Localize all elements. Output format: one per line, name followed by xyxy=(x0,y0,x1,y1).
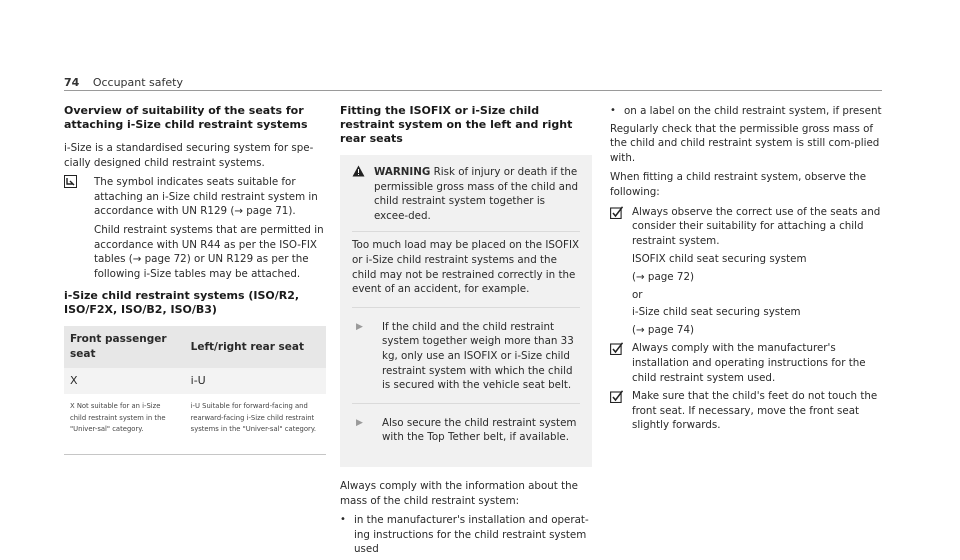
table-header-rear: Left/right rear seat xyxy=(185,326,326,367)
check-item xyxy=(610,341,882,385)
warning-label: WARNING xyxy=(374,166,431,178)
table-cell-rear: i-U xyxy=(185,368,326,395)
warning-box xyxy=(340,155,592,467)
column-middle xyxy=(340,104,592,560)
check-item xyxy=(610,389,882,433)
suitability-table xyxy=(64,326,326,454)
bullet-text: on a label on the child restraint system, if present xyxy=(624,105,882,117)
step-arrow-icon: ▶ xyxy=(356,417,363,428)
checkbox-icon xyxy=(610,341,632,360)
step-arrow-icon: ▶ xyxy=(356,321,363,332)
ref-line: i-Size child seat securing system xyxy=(632,306,801,319)
ref-line: or xyxy=(632,288,643,301)
step-text: If the child and the child restraint system together weigh more than 33 kg, only use an ISOFIX or i-Size child restraint system with which the child is secured with the vehicle seat belt. xyxy=(382,320,574,392)
list-item xyxy=(610,104,882,119)
warning-triangle-icon xyxy=(352,165,374,180)
isize-table-heading: i-Size child restraint systems (ISO/R2, ISO/F2X, ISO/B2, ISO/B3) xyxy=(64,289,300,317)
column-right xyxy=(610,104,882,437)
page-number: 74 xyxy=(64,76,80,89)
step-text: Also secure the child restraint system with the Top Tether belt, if available. xyxy=(382,416,577,444)
checkbox-icon xyxy=(610,389,632,408)
isize-symbol-text: The symbol indicates seats suitable for attaching an i-Size child restraint system in accordance with UN R129 (→ page 71). xyxy=(94,176,318,218)
gross-mass-text: Regularly check that the permissible gross mass of the child and child restraint system is still com-plied with. xyxy=(610,122,880,164)
ref-line: ISOFIX child seat securing system xyxy=(632,253,807,266)
table-note-x: X Not suitable for an i-Size child restraint system in the "Univer-sal" category. xyxy=(70,402,166,434)
table-header-front: Front passenger seat xyxy=(64,326,185,367)
isize-symbol-row xyxy=(64,175,326,219)
check-item xyxy=(610,205,882,249)
header-divider xyxy=(64,90,882,91)
table-note-iu: i-U Suitable for forward-facing and rearward-facing i-Size child restraint systems in the "Univer-sal" category. xyxy=(190,402,317,434)
column-left xyxy=(64,104,326,455)
check-text: Always observe the correct use of the seats and consider their suitability for attaching a child restraint system. xyxy=(632,205,881,247)
bullet-text: in the manufacturer's installation and operat-ing instructions for the child restraint system used xyxy=(354,514,589,556)
warning-paragraph: Too much load may be placed on the ISOFIX or i-Size child restraint systems and the child may not be restrained correctly in the event of an accident, for example. xyxy=(352,231,580,296)
bullet-icon: • xyxy=(340,514,346,526)
permitted-text: Child restraint systems that are permitted in accordance with UN R44 as per the ISO-FIX tables (→ page 72) or UN R129 as per the following i-Size tables may be attached. xyxy=(94,223,324,280)
list-item xyxy=(340,513,592,557)
section-title: Occupant safety xyxy=(92,76,183,89)
page-header xyxy=(64,76,183,89)
check-text: Always comply with the manufacturer's installation and operating instructions for the child restraint system used. xyxy=(632,342,866,384)
fitting-heading: Fitting the ISOFIX or i-Size child restraint system on the left and right rear seats xyxy=(340,104,573,145)
check-text: Make sure that the child's feet do not touch the front seat. If necessary, move the front seat slightly forwards. xyxy=(632,390,878,432)
warning-header xyxy=(352,165,580,223)
table-cell-front: X xyxy=(64,368,185,395)
intro-text: i-Size is a standardised securing system for spe-cially designed child restraint systems. xyxy=(64,142,314,169)
checkbox-icon xyxy=(610,205,632,224)
ref-line: (→ page 72) xyxy=(632,270,695,283)
isize-seat-icon xyxy=(64,175,94,191)
mass-info-text: Always comply with the information about the mass of the child restraint system: xyxy=(340,479,578,507)
bullet-icon: • xyxy=(610,105,616,116)
overview-heading: Overview of suitability of the seats for attaching i-Size child restraint systems xyxy=(64,104,308,131)
warning-step xyxy=(352,307,580,393)
warning-text: Risk of injury or death if the permissible gross mass of the child and child restraint system together is excee-ded. xyxy=(374,166,579,222)
ref-line: (→ page 74) xyxy=(632,323,695,336)
observe-text: When fitting a child restraint system, observe the following: xyxy=(610,171,867,198)
warning-step xyxy=(352,403,580,445)
securing-system-refs xyxy=(632,252,882,337)
